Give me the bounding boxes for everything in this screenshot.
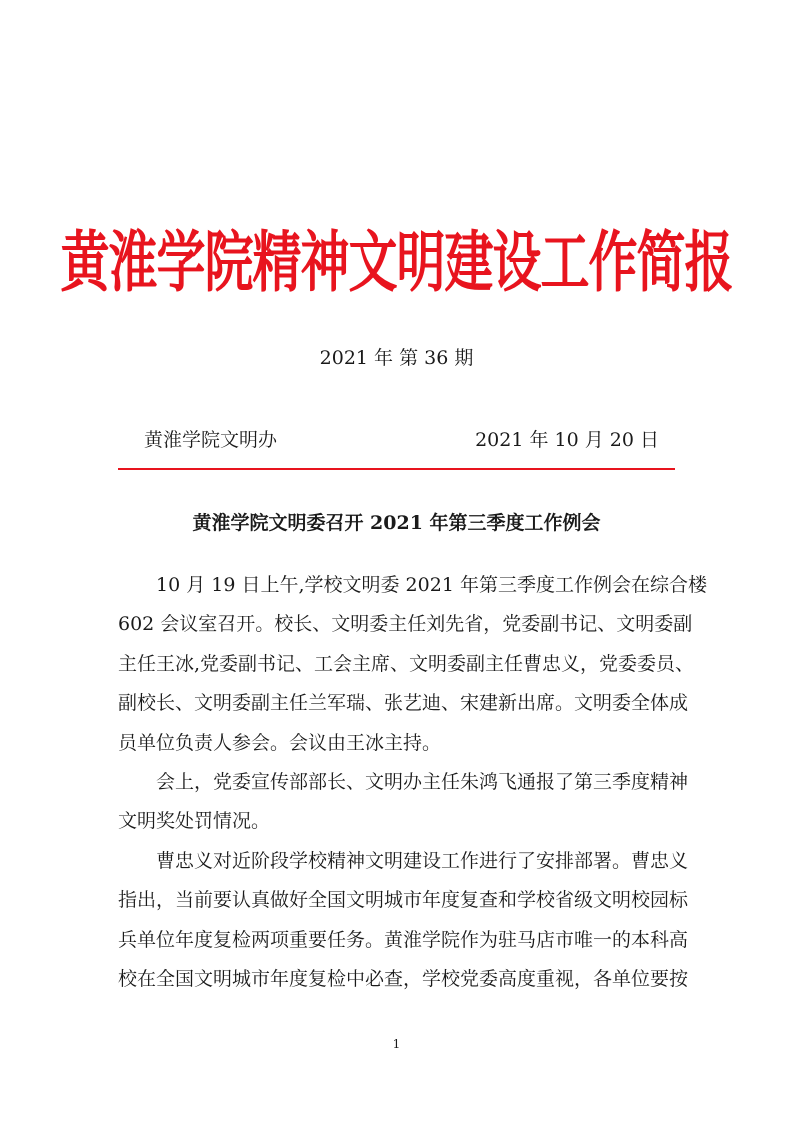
body-line: 会上，党委宣传部部长、文明办主任朱鸿飞通报了第三季度精神 [156,770,689,793]
masthead-title-text: 黄淮学院精神文明建设工作简报 [60,222,733,302]
body-line: 指出，当前要认真做好全国文明城市年度复查和学校省级文明校园标 [118,889,689,912]
body-line: 副校长、文明委副主任兰军瑞、张艺迪、宋建新出席。文明委全体成 [118,692,689,715]
article-body [118,566,707,999]
page-number: 1 [392,1037,401,1051]
article-title: 黄淮学院文明委召开 2021 年第三季度工作例会 [192,512,601,534]
body-line: 曹忠义对近阶段学校精神文明建设工作进行了安排部署。曹忠义 [156,849,689,872]
masthead-title [0,222,793,302]
body-line: 602 会议室召开。校长、文明委主任刘先省，党委副书记、文明委副 [118,613,693,636]
body-line: 主任王冰,党委副书记、工会主席、文明委副主任曹忠义，党委委员、 [118,652,695,675]
issue-date: 2021 年 10 月 20 日 [475,429,659,451]
issuer-date-row [144,426,659,454]
body-line: 员单位负责人参会。会议由王冰主持。 [118,731,442,754]
body-line: 兵单位年度复检两项重要任务。黄淮学院作为驻马店市唯一的本科高 [118,928,689,951]
body-line: 文明奖处罚情况。 [118,810,271,833]
issue-number: 2021 年 第 36 期 [319,347,474,369]
issuer: 黄淮学院文明办 [144,429,278,451]
body-line: 10 月 19 日上午,学校文明委 2021 年第三季度工作例会在综合楼 [156,574,707,596]
body-line: 校在全国文明城市年度复检中必查，学校党委高度重视，各单位要按 [118,967,689,990]
red-divider [118,468,675,470]
